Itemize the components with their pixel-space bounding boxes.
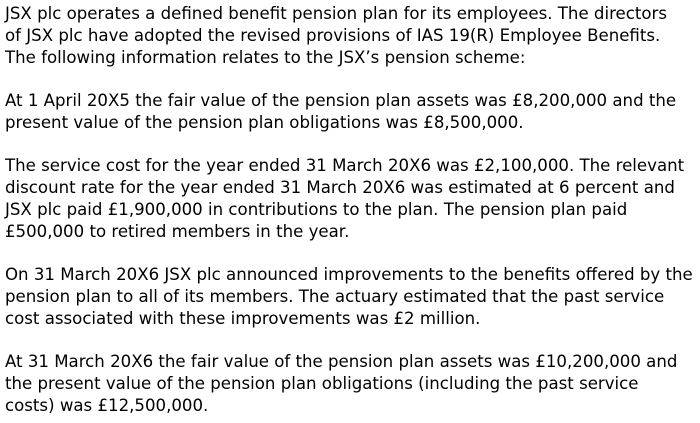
text-line: the present value of the pension plan obligations (including the past service (5, 374, 639, 393)
text-line: The service cost for the year ended 31 March 20X6 was £2,100,000. The relevant (5, 156, 685, 175)
text-line: £500,000 to retired members in the year. (5, 222, 350, 241)
text-line: pension plan to all of its members. The actuary estimated that the past service (5, 287, 665, 306)
text-line: JSX plc operates a defined benefit pension plan for its employees. The directors (5, 4, 667, 23)
text-line: present value of the pension plan obligations was £8,500,000. (5, 113, 524, 132)
text-line: At 1 April 20X5 the fair value of the pension plan assets was £8,200,000 and the (5, 91, 677, 110)
paragraph-plan-improvements (5, 264, 693, 330)
text-line: of JSX plc have adopted the revised provisions of IAS 19(R) Employee Benefits. (5, 26, 661, 45)
paragraph-opening-balances (5, 90, 676, 134)
paragraph-closing-balances (5, 351, 677, 417)
text-line: At 31 March 20X6 the fair value of the pension plan assets was £10,200,000 and (5, 352, 678, 371)
text-line: On 31 March 20X6 JSX plc announced improvements to the benefits offered by the (5, 265, 693, 284)
text-line: JSX plc paid £1,900,000 in contributions to the plan. The pension plan paid (5, 200, 628, 219)
text-line: The following information relates to the JSX’s pension scheme: (5, 48, 526, 67)
text-line: costs) was £12,500,000. (5, 396, 209, 415)
paragraph-service-cost (5, 155, 684, 243)
paragraph-intro (5, 3, 667, 69)
text-line: discount rate for the year ended 31 March 20X6 was estimated at 6 percent and (5, 178, 675, 197)
text-line: cost associated with these improvements was £2 million. (5, 309, 481, 328)
